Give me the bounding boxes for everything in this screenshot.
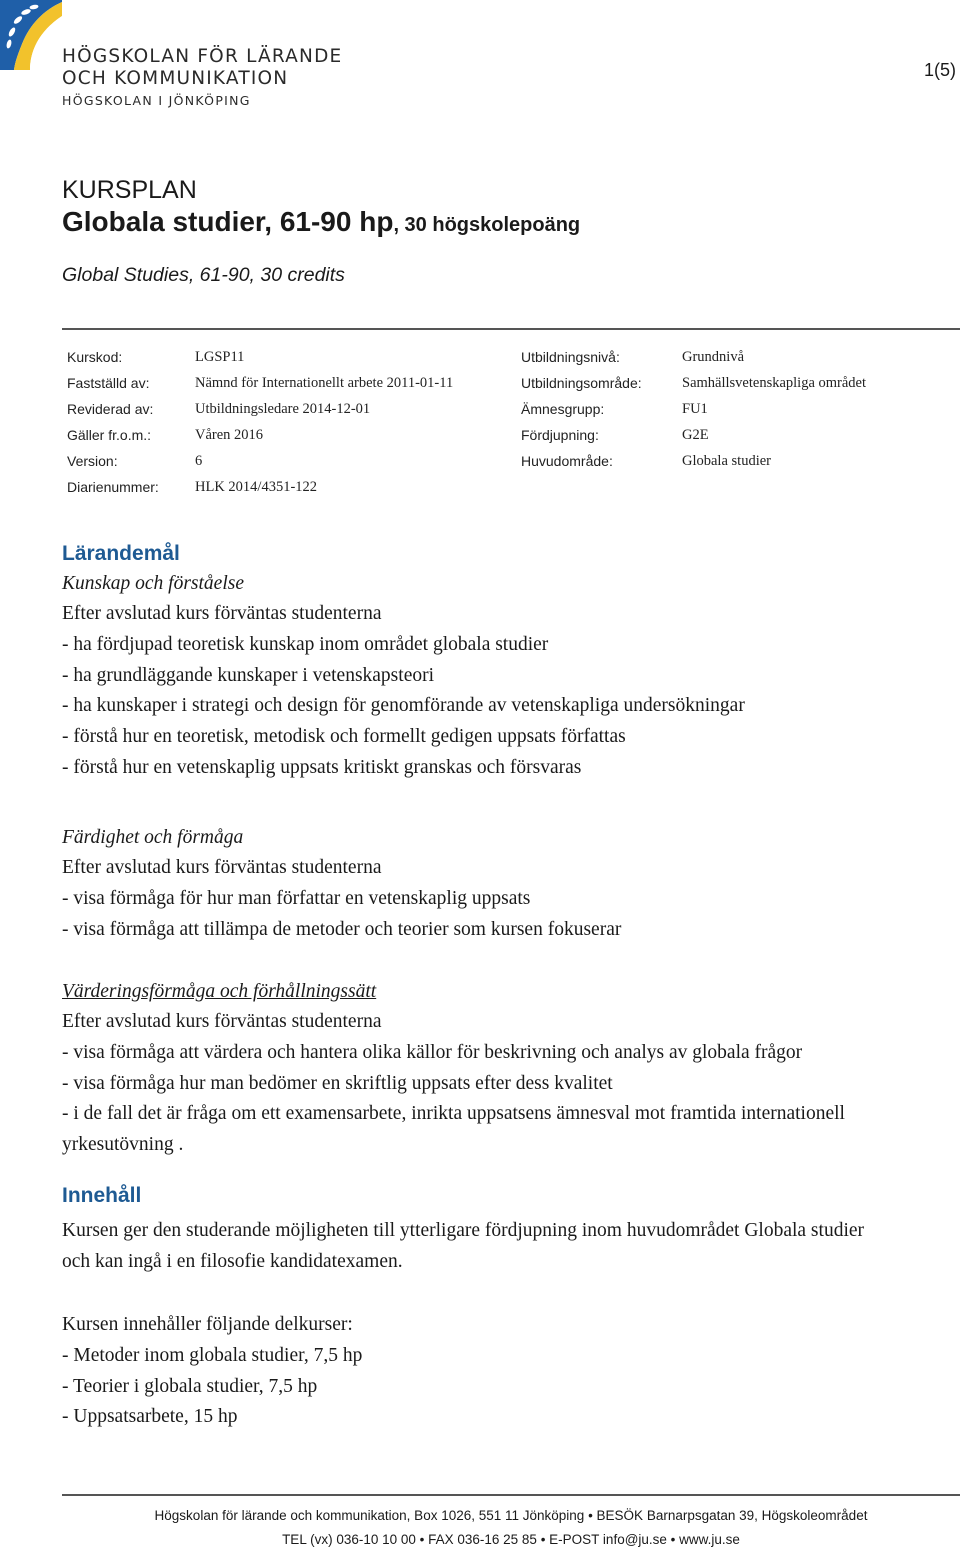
meta-key: Fastställd av:: [67, 375, 150, 391]
meta-key: Gäller fr.o.m.:: [67, 427, 152, 443]
logo-line-3: HÖGSKOLAN I JÖNKÖPING: [62, 93, 251, 108]
logo-line-1: HÖGSKOLAN FÖR LÄRANDE: [62, 46, 343, 67]
body-line: Kursen ger den studerande möjligheten till ytterligare fördjupning inom huvudområdet Globala studier: [62, 1220, 865, 1241]
meta-value: 6: [195, 452, 203, 469]
body-line: - visa förmåga hur man bedömer en skriftlig uppsats efter dess kvalitet: [62, 1072, 613, 1094]
subsection-title: Kunskap och förståelse: [62, 573, 244, 594]
section-delkurser: [62, 1310, 942, 1433]
list-item: - Uppsatsarbete, 15 hp: [62, 1406, 238, 1428]
body-line: - visa förmåga att tillämpa de metoder och teorier som kursen fokuserar: [62, 918, 622, 940]
body-line: Efter avslutad kurs förväntas studenterna: [62, 1011, 382, 1032]
footer-address: Högskolan för lärande och kommunikation, Box 1026, 551 11 Jönköping • BESÖK Barnarpsgatan 39, Högskoleområdet: [154, 1508, 868, 1523]
section-heading: Lärandemål: [62, 542, 180, 565]
meta-value: Utbildningsledare 2014-12-01: [195, 400, 371, 417]
meta-value: Grundnivå: [682, 348, 745, 365]
meta-row-kurskod: [67, 344, 453, 370]
section-heading: Innehåll: [62, 1184, 142, 1207]
institution-name: [62, 46, 342, 110]
meta-row-utbildningsniva: [521, 344, 866, 370]
body-line: Kursen innehåller följande delkurser:: [62, 1314, 353, 1335]
meta-row-version: [67, 448, 453, 474]
meta-row-huvudomrade: [521, 448, 866, 474]
logo-line-2: OCH KOMMUNIKATION: [62, 68, 289, 89]
list-item: - Teorier i globala studier, 7,5 hp: [62, 1375, 318, 1397]
body-line: Efter avslutad kurs förväntas studenterna: [62, 603, 382, 624]
meta-value: Nämnd för Internationellt arbete 2011-01-11: [195, 374, 454, 391]
meta-value: HLK 2014/4351-122: [195, 478, 318, 495]
body-line: - ha kunskaper i strategi och design för genomförande av vetenskapliga undersökningar: [62, 695, 745, 717]
body-line: - förstå hur en vetenskaplig uppsats kritiskt granskas och försvaras: [62, 756, 582, 778]
course-title: Globala studier, 61-90 hp: [62, 206, 394, 237]
section-fardighet: [62, 822, 942, 945]
body-line: - ha fördjupad teoretisk kunskap inom området globala studier: [62, 633, 549, 655]
course-credits: , 30 högskolepoäng: [393, 214, 581, 236]
body-line: - visa förmåga att värdera och hantera olika källor för beskrivning och analys av globala frågor: [62, 1041, 803, 1063]
meta-key: Huvudområde:: [521, 453, 613, 469]
body-line: - förstå hur en teoretisk, metodisk och formellt gedigen uppsats författas: [62, 726, 626, 748]
subsection-title: Färdighet och förmåga: [62, 827, 244, 848]
list-item: - Metoder inom globala studier, 7,5 hp: [62, 1344, 363, 1366]
meta-row-galler: [67, 422, 453, 448]
body-line: - ha grundläggande kunskaper i vetenskapsteori: [62, 664, 435, 686]
meta-row-reviderad: [67, 396, 453, 422]
page-title: [62, 206, 580, 238]
meta-value: Globala studier: [682, 452, 771, 469]
meta-row-faststalld: [67, 370, 453, 396]
meta-value: Samhällsvetenskapliga området: [682, 374, 867, 391]
body-line: - visa förmåga för hur man författar en vetenskaplig uppsats: [62, 887, 531, 909]
document-type: KURSPLAN: [62, 176, 197, 204]
meta-key: Utbildningsnivå:: [521, 349, 620, 365]
meta-key: Ämnesgrupp:: [521, 401, 605, 417]
body-line: yrkesutövning .: [62, 1134, 184, 1156]
meta-value: LGSP11: [195, 348, 245, 365]
meta-key: Diarienummer:: [67, 479, 159, 495]
section-innehall: [62, 1182, 942, 1278]
body-line: Efter avslutad kurs förväntas studenterna: [62, 857, 382, 878]
divider: [62, 1494, 960, 1496]
meta-row-diarienummer: [67, 474, 453, 500]
body-line: och kan ingå i en filosofie kandidatexamen.: [62, 1250, 403, 1272]
divider: [62, 328, 960, 330]
meta-key: Utbildningsområde:: [521, 375, 642, 391]
meta-value: Våren 2016: [195, 426, 264, 443]
meta-key: Version:: [67, 453, 118, 469]
course-title-english: Global Studies, 61-90, 30 credits: [62, 264, 345, 286]
meta-key: Kurskod:: [67, 349, 123, 365]
course-meta-left: [67, 344, 453, 500]
footer-contact: TEL (vx) 036-10 10 00 • FAX 036-16 25 85 • E-POST info@ju.se • www.ju.se: [282, 1532, 740, 1547]
meta-value: G2E: [682, 426, 709, 443]
university-emblem-icon: [0, 0, 66, 70]
course-meta-right: [521, 344, 866, 474]
section-larandemal: [62, 540, 942, 784]
subsection-title: Värderingsförmåga och förhållningssätt: [62, 981, 377, 1002]
meta-row-utbildningsomrade: [521, 370, 866, 396]
meta-row-fordjupning: [521, 422, 866, 448]
meta-value: FU1: [682, 400, 708, 417]
meta-key: Fördjupning:: [521, 427, 599, 443]
section-vardering: [62, 976, 942, 1161]
meta-row-amnesgrupp: [521, 396, 866, 422]
body-line: - i de fall det är fråga om ett examensarbete, inrikta uppsatsens ämnesval mot framtida internationell: [62, 1103, 845, 1125]
meta-key: Reviderad av:: [67, 401, 154, 417]
page-number: 1(5): [923, 60, 956, 80]
